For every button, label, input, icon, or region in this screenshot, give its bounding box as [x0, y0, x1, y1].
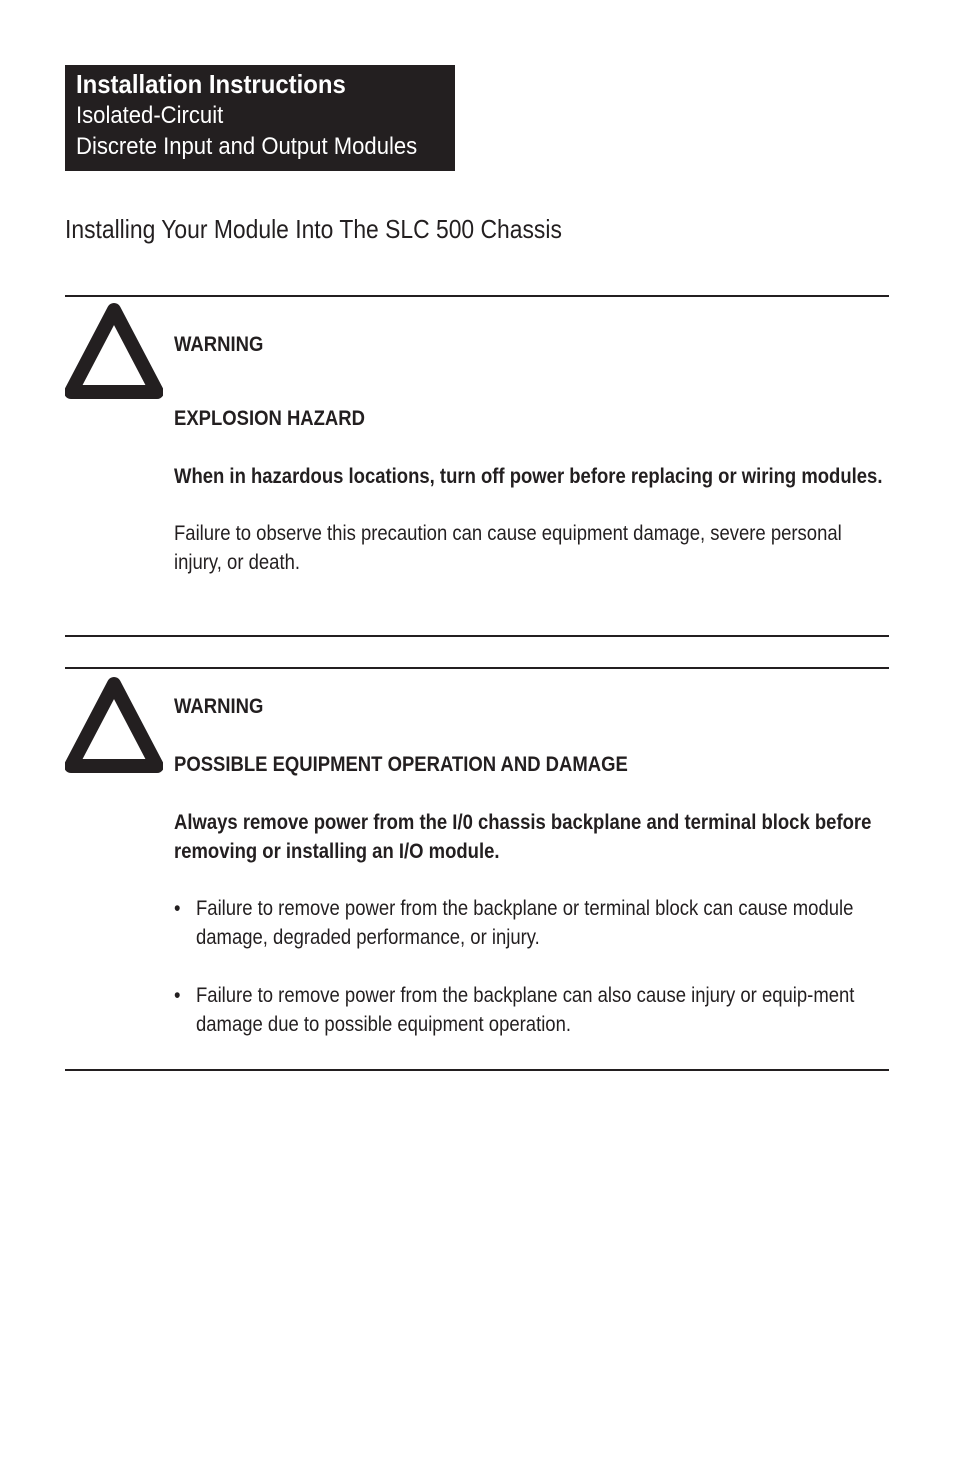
warning-2-top-rule [65, 667, 889, 669]
section-heading: Installing Your Module Into The SLC 500 Chassis [65, 214, 562, 244]
document-title: Installation Instructions [76, 69, 346, 99]
bullet-icon: • [174, 984, 181, 1007]
warning-1-label: WARNING [174, 333, 264, 356]
list-item [174, 894, 890, 952]
warning-1-hazard: EXPLOSION HAZARD [174, 407, 365, 430]
list-item [174, 981, 890, 1039]
warning-1-consequence: Failure to observe this precaution can cause equipment damage, severe personal injury, or death. [174, 522, 842, 574]
warning-2-bottom-rule [65, 1069, 889, 1071]
warning-2-bullet-2: Failure to remove power from the backplane can also cause injury or equip-ment damage due to possible equipment operation. [196, 984, 855, 1036]
warning-1-top-rule [65, 295, 889, 297]
warning-2-content [174, 692, 890, 1039]
warning-triangle-icon [65, 302, 163, 402]
warning-triangle-icon [65, 676, 163, 776]
document-subtitle-line-1: Isolated-Circuit [76, 102, 224, 129]
warning-1-bottom-rule [65, 635, 889, 637]
document-subtitle-line-2: Discrete Input and Output Modules [76, 133, 418, 160]
warning-2-instruction: Always remove power from the I/0 chassis backplane and terminal block before removing or installing an I/O module. [174, 811, 872, 863]
document-title-box [65, 65, 455, 171]
warning-2-hazard: POSSIBLE EQUIPMENT OPERATION AND DAMAGE [174, 753, 628, 776]
bullet-icon: • [174, 897, 181, 920]
warning-1-instruction: When in hazardous locations, turn off power before replacing or wiring modules. [174, 465, 883, 488]
warning-2-label: WARNING [174, 695, 264, 718]
warning-2-bullet-1: Failure to remove power from the backplane or terminal block can cause module damage, degraded performance, or injury. [196, 897, 854, 949]
warning-1-content [174, 330, 890, 577]
